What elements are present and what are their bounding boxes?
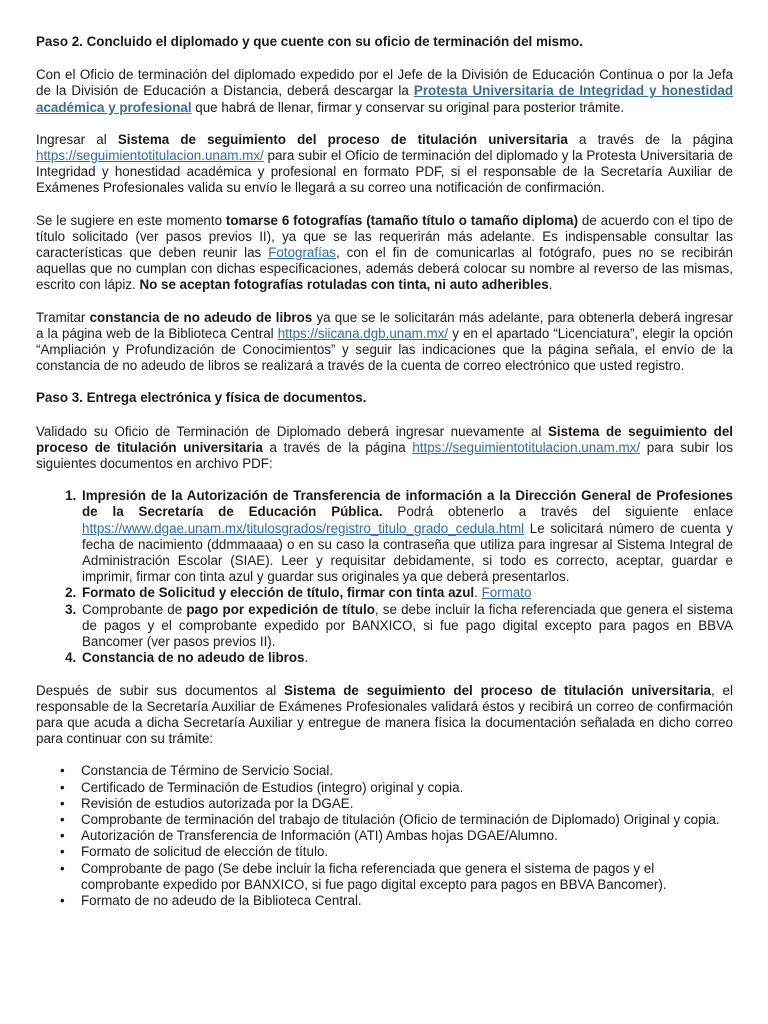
protesta-universitaria-link[interactable]: Protesta Universitaria de Integridad y honestidad académica y profesional — [36, 83, 733, 115]
text: Validado su Oficio de Terminación de Diplomado deberá ingresar nuevamente al — [36, 423, 548, 439]
text: Comprobante de — [82, 601, 187, 617]
list-item — [60, 811, 733, 828]
paso-2-paragraph-no-adeudo — [36, 310, 733, 375]
text: . — [304, 650, 309, 666]
text: a través de la página — [262, 439, 413, 455]
text: Le solicitará número de cuenta y fecha de nacimiento (ddmmaaaa) o en su caso la contraseña que utiliza para ingresar al Sistema Integral de Administración Escolar (SIAE). Leer y requisitar debidamente, si todo es correcto, aceptar, guardar e imprimir, firmar con tinta azul y guardar sus originales ya que deberá presentarlos. — [82, 520, 733, 585]
list-item-text: Formato de no adeudo de la Biblioteca Central. — [81, 892, 362, 908]
text: . — [474, 585, 482, 601]
text: para subir el Oficio de terminación del diplomado y la Protesta Universitaria de Integridad y honestidad académica y profesional en formato PDF, si el responsable de la Secretaría Auxiliar de Exámenes Profesionales valida su envío le llegará a su correo una notificación de confirmación. — [36, 148, 733, 196]
paso-2-heading: Paso 2. Concluido el diplomado y que cuente con su oficio de terminación del mismo. — [36, 34, 583, 49]
formato-link[interactable]: Formato — [481, 585, 532, 601]
documents-numbered-list — [36, 488, 733, 666]
text: , el responsable de la Secretaría Auxiliar de Exámenes Profesionales validará éstos y recibirá un correo de confirmación para que acuda a dicha Secretaría Auxiliar y entregue de manera física la documentación señalada en dicho correo para continuar con su trámite: — [36, 682, 733, 747]
list-item-text: Comprobante de pago (Se debe incluir la ficha referenciada que genera el sistema de pagos y el comprobante expedido por BANXICO, si fue pago digital excepto para pagos en BBVA Bancomer). — [81, 860, 667, 892]
paso-2-paragraph-protesta — [36, 67, 733, 116]
biblioteca-central-link[interactable]: https://siicana.dgb.unam.mx/ — [277, 325, 449, 341]
seguimiento-titulacion-link[interactable]: https://seguimientotitulacion.unam.mx/ — [36, 148, 264, 164]
list-item-text: Certificado de Terminación de Estudios (integro) original y copia. — [81, 779, 464, 795]
bold-text: No se aceptan fotografías rotuladas con tinta, ni auto adheribles — [139, 277, 549, 293]
list-item — [80, 602, 733, 651]
list-item — [60, 795, 733, 812]
bullet-icon: • — [60, 828, 65, 844]
bullet-icon: • — [60, 795, 65, 811]
bold-text: pago por expedición de título — [186, 601, 375, 617]
list-item-text: Constancia de Término de Servicio Social. — [81, 763, 334, 779]
list-item — [60, 860, 733, 893]
dgae-registro-link[interactable]: https://www.dgae.unam.mx/titulosgrados/registro_titulo_grado_cedula.html — [82, 520, 525, 536]
paso-2-paragraph-fotografias — [36, 213, 733, 294]
list-item — [60, 779, 733, 796]
text: , con el fin de comunicarlas al fotógrafo, pues no se recibirán aquellas que no cumplan con dichas especificaciones, además deberá colocar su nombre al reverso de las mismas, escrito con lápiz. — [36, 245, 733, 293]
bold-text: tomarse 6 fotografías (tamaño título o tamaño diploma) — [225, 212, 579, 228]
text: a través de la página — [567, 131, 733, 147]
text: y en el apartado “Licenciatura”, elegir la opción “Ampliación y Profundización de Conocimientos” y seguir las indicaciones que la página señala, el envío de la constancia de no adeudo de libros se realizará a través de la cuenta de correo electrónico que usted registro. — [36, 325, 733, 374]
bullet-icon: • — [60, 763, 65, 779]
list-item-text: Autorización de Transferencia de Información (ATI) Ambas hojas DGAE/Alumno. — [81, 828, 558, 844]
list-item — [60, 828, 733, 844]
list-item — [80, 488, 733, 585]
bullet-icon: • — [60, 892, 65, 908]
text: . — [548, 277, 553, 293]
list-item-text: Formato de solicitud de elección de título. — [81, 844, 329, 860]
bullet-icon: • — [60, 779, 65, 795]
text: de acuerdo con el tipo de título solicitado (ver pasos previos II), ya que se las requerirán más adelante. Es indispensable consultar las características que deben reunir las — [36, 212, 733, 261]
text: para subir los siguientes documentos en archivo PDF: — [36, 439, 734, 472]
paso-3-paragraph-validado — [36, 424, 733, 473]
text: Después de subir sus documentos al — [36, 682, 285, 698]
list-item — [80, 650, 733, 666]
paso-3-paragraph-despues — [36, 683, 733, 748]
bold-text: Constancia de no adeudo de libros — [82, 650, 305, 666]
text: que habrá de llenar, firmar y conservar su original para posterior trámite. — [191, 99, 624, 115]
document-page — [36, 34, 733, 909]
bold-text: constancia de no adeudo de libros — [89, 309, 313, 325]
bold-text: Impresión de la Autorización de Transferencia de información a la Dirección General de Profesiones de la Secretaría de Educación Pública. — [82, 488, 733, 520]
text: Podrá obtenerlo a través del siguiente enlace — [382, 504, 733, 520]
physical-documents-list — [36, 763, 733, 909]
text: , se debe incluir la ficha referenciada que genera el sistema de pagos y el comprobante expedido por BANXICO, si fue pago digital excepto para pagos en BBVA Bancomer (ver pasos previos II). — [82, 601, 733, 650]
text: Tramitar — [36, 309, 90, 325]
list-item-text: Revisión de estudios autorizada por la DGAE. — [81, 795, 354, 811]
text: ya que se le solicitarán más adelante, para obtenerla deberá ingresar a la página web de la Biblioteca Central — [36, 309, 733, 341]
paso-3-heading: Paso 3. Entrega electrónica y física de documentos. — [36, 390, 367, 406]
paso-2-paragraph-sistema — [36, 132, 733, 197]
bold-text: Sistema de seguimiento del proceso de titulación universitaria — [117, 131, 568, 147]
list-item-text: Comprobante de terminación del trabajo de titulación (Oficio de terminación de Diplomado) Original y copia. — [81, 811, 720, 827]
bold-text: , firmar con tinta azul — [339, 585, 475, 601]
text: Ingresar al — [36, 131, 118, 147]
bullet-icon: • — [60, 811, 65, 827]
text: Se le sugiere en este momento — [36, 212, 226, 228]
list-item — [60, 844, 733, 860]
fotografias-link[interactable]: Fotografías — [268, 245, 336, 261]
bold-text: Sistema de seguimiento del proceso de titulación universitaria — [36, 423, 733, 455]
bullet-icon: • — [60, 860, 65, 876]
bullet-icon: • — [60, 844, 65, 860]
seguimiento-titulacion-link[interactable]: https://seguimientotitulacion.unam.mx/ — [412, 439, 641, 455]
list-item — [80, 585, 733, 601]
bold-text: Formato de Solicitud y elección de título — [82, 585, 340, 601]
text: Con el Oficio de terminación del diplomado expedido por el Jefe de la División de Educación Continua o por la Jefa de la División de Educación a Distancia, deberá descargar la — [36, 67, 733, 99]
bold-text: Sistema de seguimiento del proceso de titulación universitaria — [284, 682, 711, 698]
list-item — [60, 892, 733, 909]
list-item — [60, 763, 733, 779]
